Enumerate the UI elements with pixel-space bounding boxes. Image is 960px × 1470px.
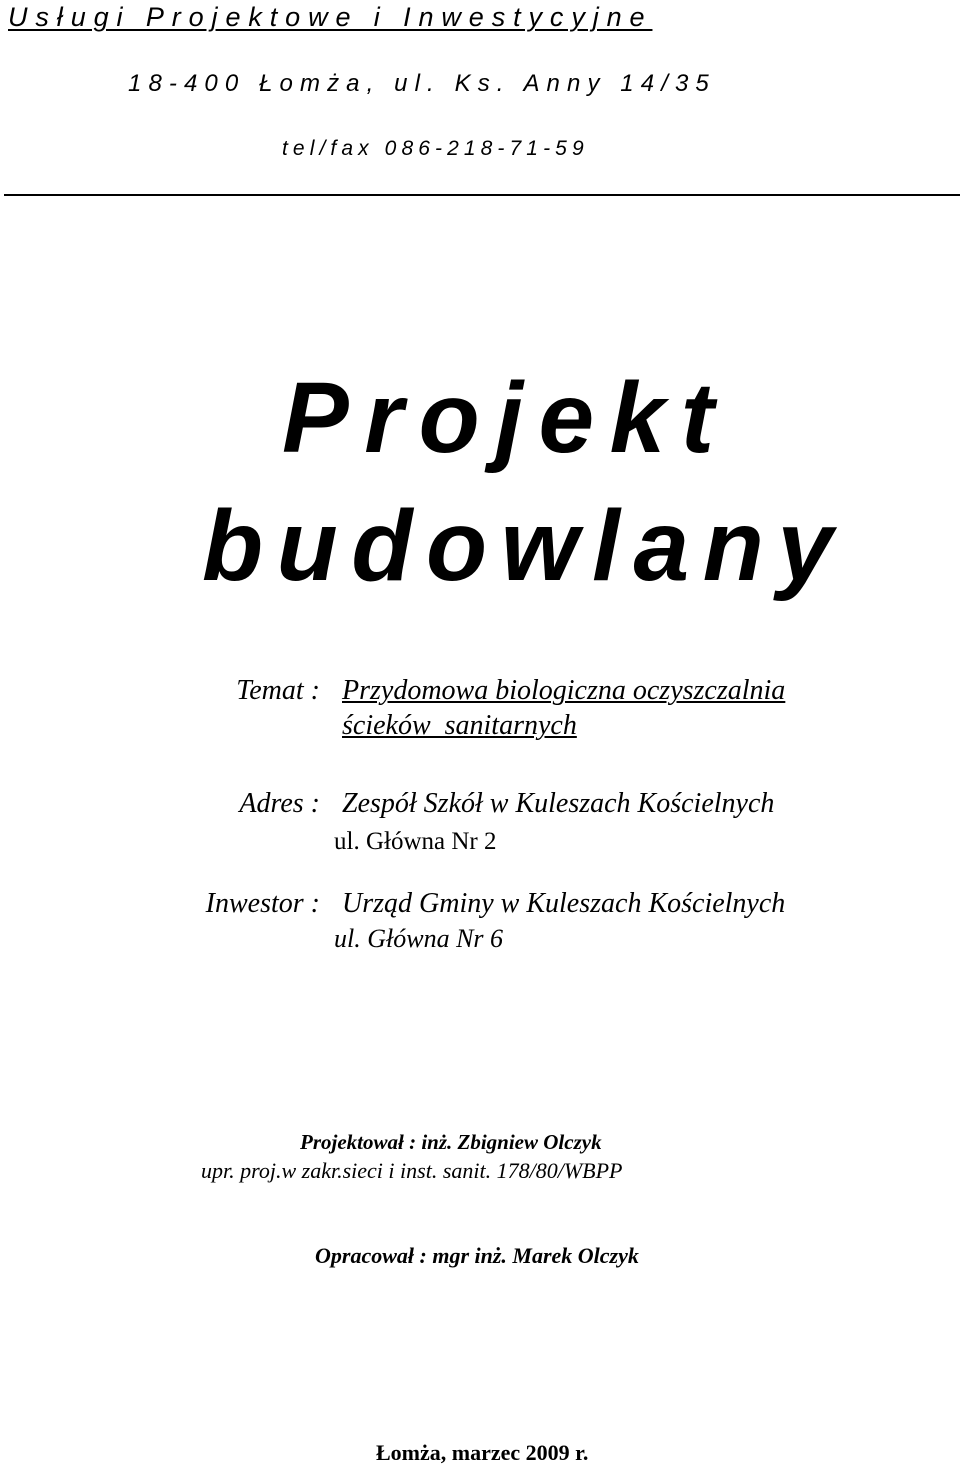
inwestor-value-line1: Urząd Gminy w Kuleszach Kościelnych <box>342 888 786 919</box>
inwestor-label: Inwestor : <box>205 888 320 919</box>
designer-license: upr. proj.w zakr.sieci i inst. sanit. 178/80/WBPP <box>201 1158 623 1183</box>
adres-label: Adres : <box>239 788 320 819</box>
temat-value-line1: Przydomowa biologiczna oczyszczalnia <box>342 675 786 706</box>
temat-value-line2: ścieków sanitarnych <box>342 710 577 741</box>
designer-credit: Projektował : inż. Zbigniew Olczyk <box>300 1130 602 1154</box>
company-phone: tel/fax 086-218-71-59 <box>282 137 589 160</box>
place-and-date: Łomża, marzec 2009 r. <box>376 1440 589 1465</box>
document-title-line1: Projekt <box>282 362 730 474</box>
header-divider <box>4 194 960 196</box>
temat-label: Temat : <box>236 675 320 706</box>
adres-value-line2: ul. Główna Nr 2 <box>334 828 497 855</box>
inwestor-value-line2: ul. Główna Nr 6 <box>334 924 504 953</box>
company-address: 18-400 Łomża, ul. Ks. Anny 14/35 <box>128 70 716 97</box>
company-name: Usługi Projektowe i Inwestycyjne <box>8 2 653 32</box>
prepared-by-credit: Opracował : mgr inż. Marek Olczyk <box>315 1243 639 1268</box>
adres-value-line1: Zespół Szkół w Kuleszach Kościelnych <box>342 788 775 819</box>
document-title-line2: budowlany <box>202 490 847 602</box>
